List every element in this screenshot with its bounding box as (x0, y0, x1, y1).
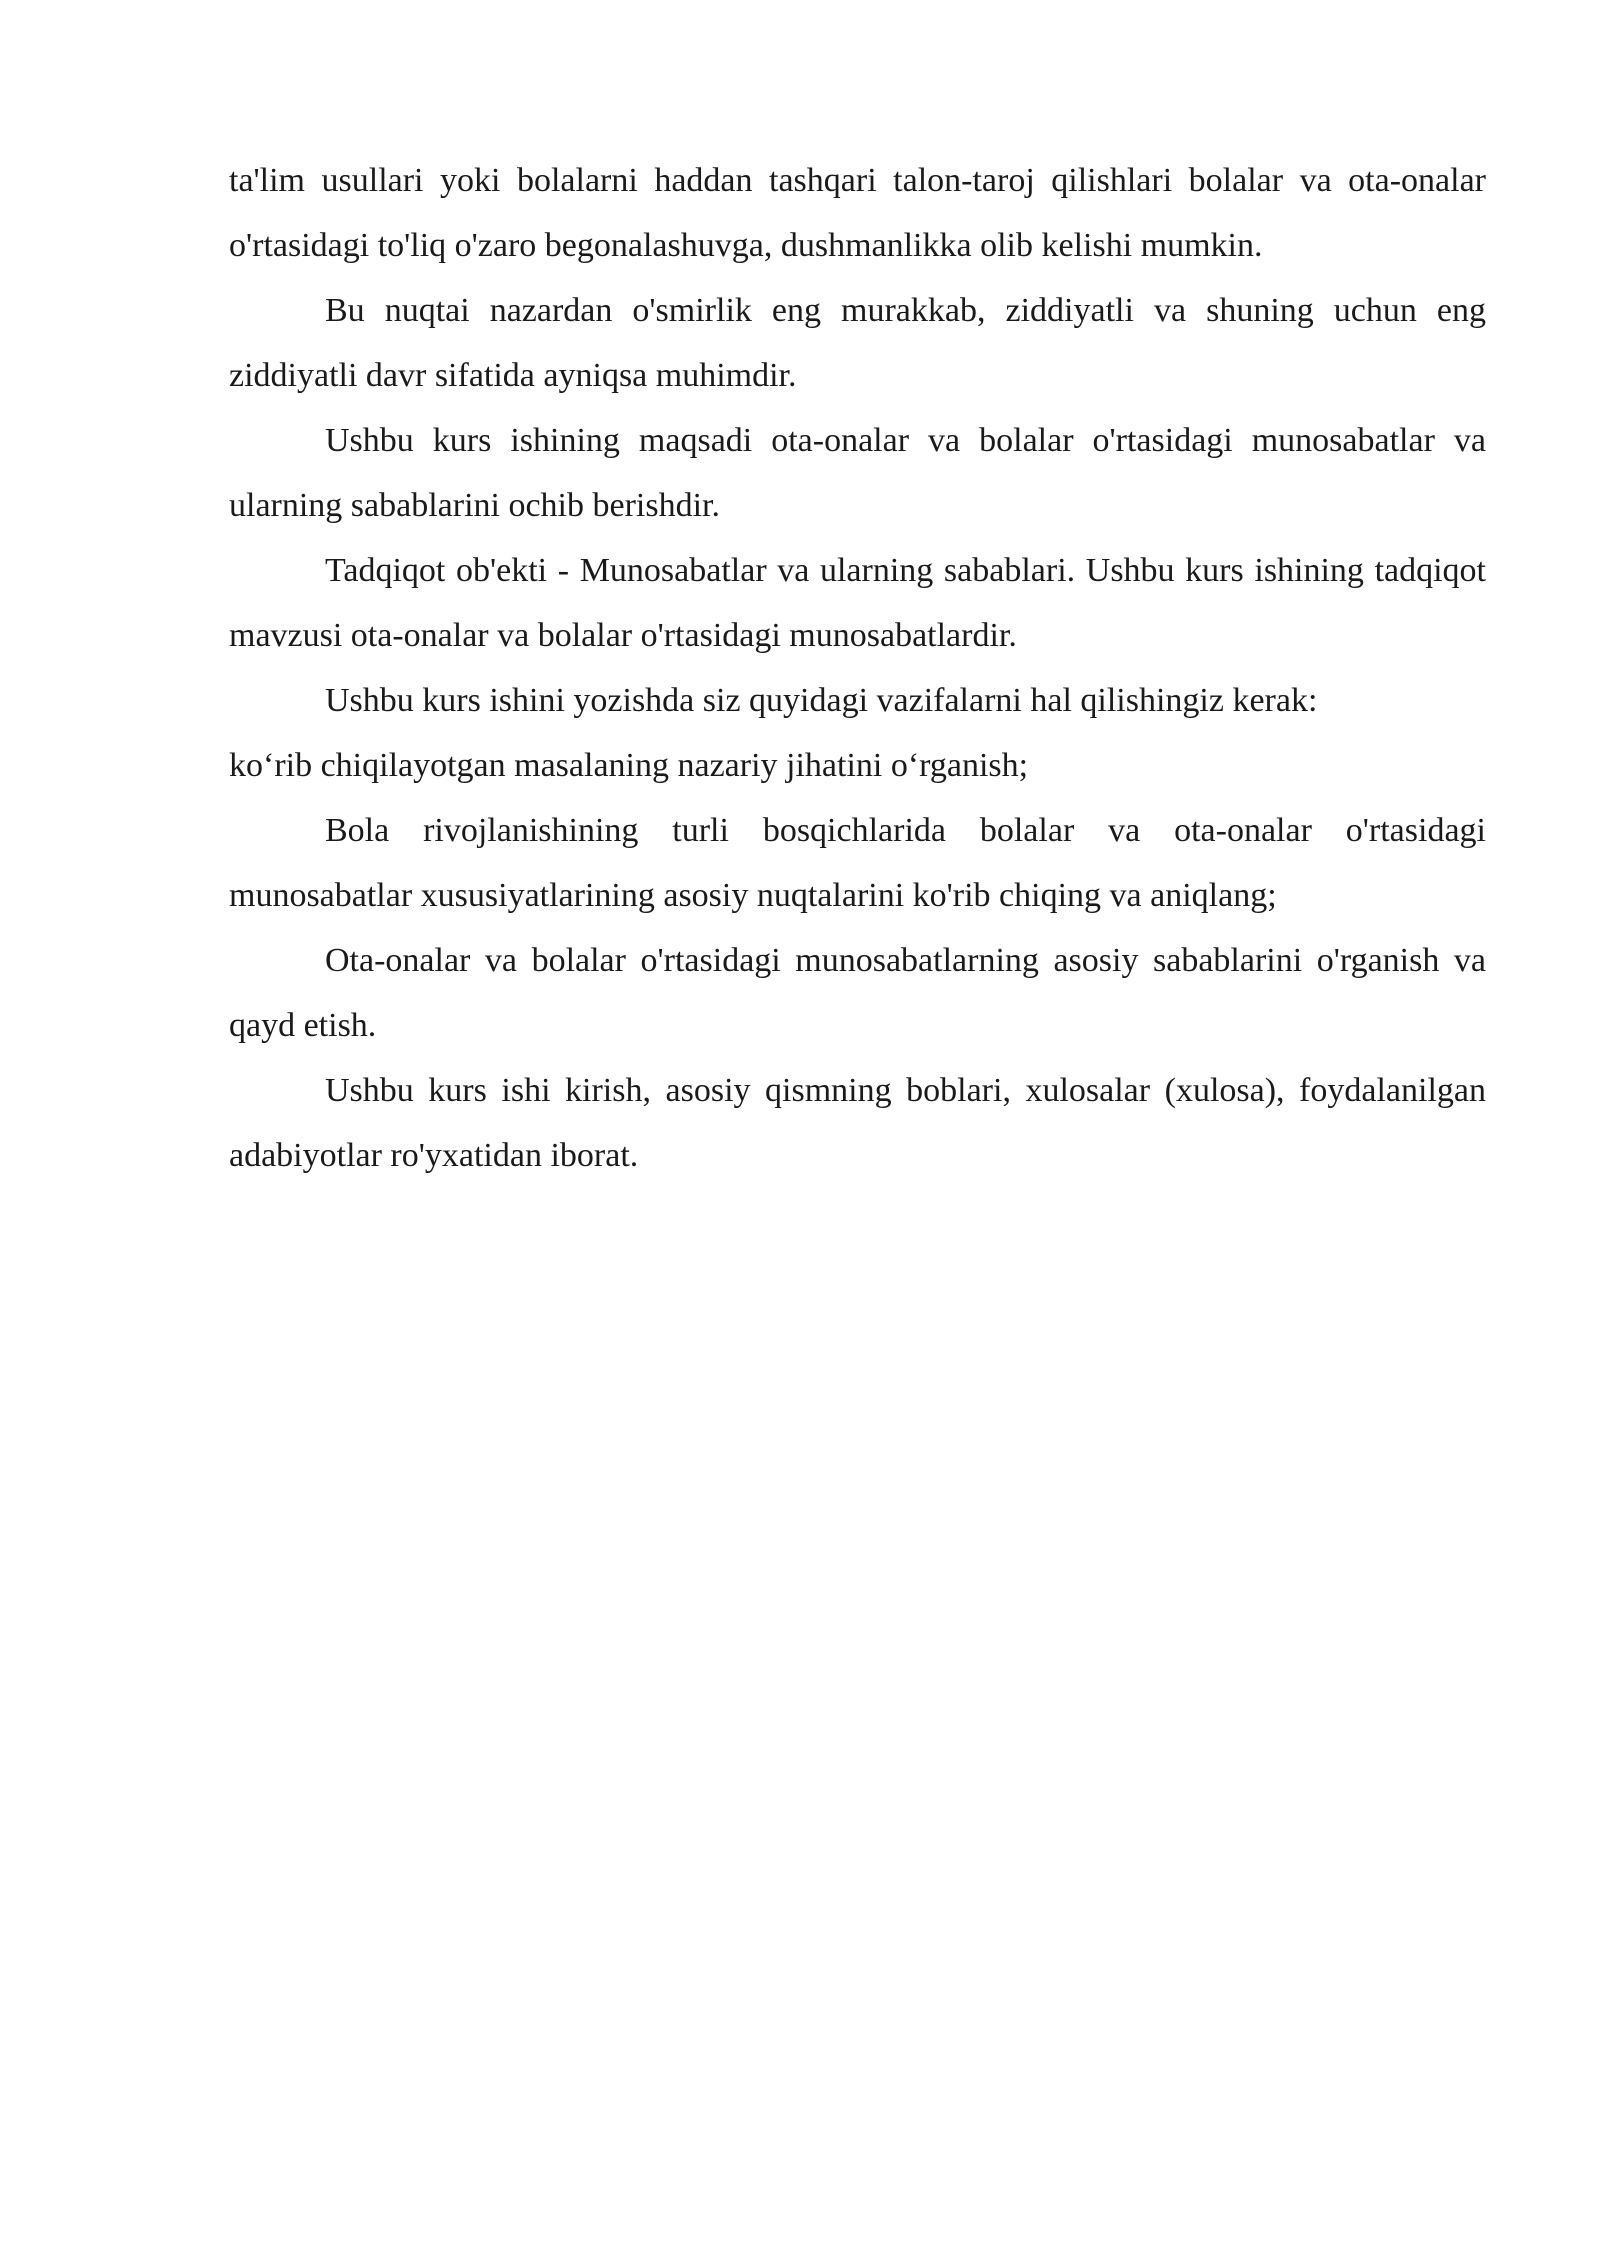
document-body (229, 148, 1486, 1188)
paragraph-continuation: ta'lim usullari yoki bolalarni haddan tashqari talon-taroj qilishlari bolalar va ota-onalar o'rtasidagi to'liq o'zaro begonalashuvga, dushmanlikka olib kelishi mumkin. (229, 162, 1486, 264)
paragraph-tasks-intro: Ushbu kurs ishini yozishda siz quyidagi vazifalarni hal qilishingiz kerak: (325, 682, 1318, 719)
paragraph-task-causes: Ota-onalar va bolalar o'rtasidagi munosabatlarning asosiy sabablarini o'rganish va qayd etish. (229, 942, 1486, 1044)
paragraph-research-object: Tadqiqot ob'ekti - Munosabatlar va ularning sabablari. Ushbu kurs ishining tadqiqot mavzusi ota-onalar va bolalar o'rtasidagi munosabatlardir. (229, 552, 1486, 654)
paragraph-task-stages: Bola rivojlanishining turli bosqichlarida bolalar va ota-onalar o'rtasidagi munosabatlar xususiyatlarining asosiy nuqtalarini ko'rib chiqing va aniqlang; (229, 812, 1486, 914)
paragraph-goal: Ushbu kurs ishining maqsadi ota-onalar va bolalar o'rtasidagi munosabatlar va ularning sabablarini ochib berishdir. (229, 422, 1486, 524)
paragraph-adolescence: Bu nuqtai nazardan o'smirlik eng murakkab, ziddiyatli va shuning uchun eng ziddiyatli davr sifatida ayniqsa muhimdir. (229, 292, 1486, 394)
paragraph-structure: Ushbu kurs ishi kirish, asosiy qismning boblari, xulosalar (xulosa), foydalanilgan adabiyotlar ro'yxatidan iborat. (229, 1072, 1486, 1174)
paragraph-task-theory: ko‘rib chiqilayotgan masalaning nazariy jihatini o‘rganish; (229, 747, 1029, 784)
